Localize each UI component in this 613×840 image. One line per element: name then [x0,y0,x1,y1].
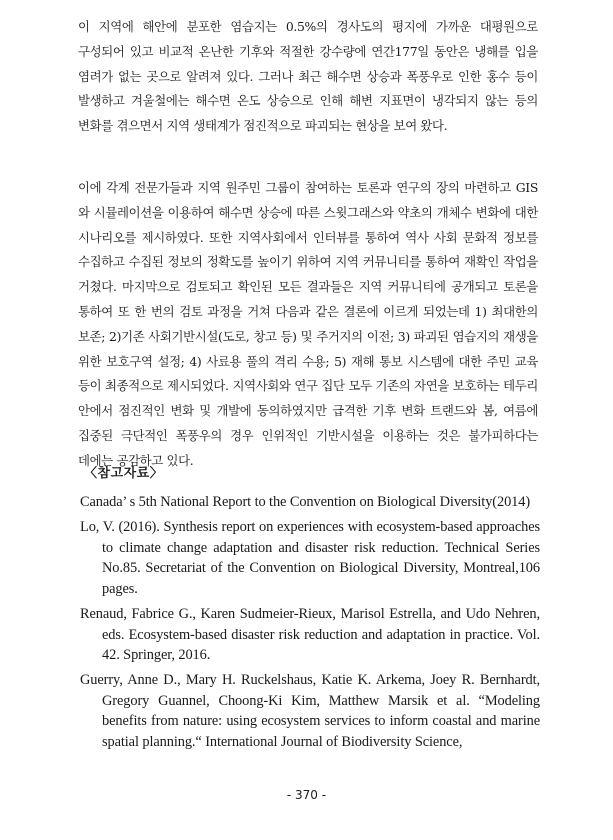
body-paragraph-1: 이 지역에 해안에 분포한 염습지는 0.5%의 경사도의 평지에 가까운 대평원으로 구성되어 있고 비교적 온난한 기후와 적절한 강수량에 연간177일 동안은 냉해를 입을 염려가 없는 곳으로 알려져 있다. 그러나 최근 해수면 상승과 폭풍우로 인한 홍수 등이 발생하고 겨울철에는 해수면 온도 상승으로 인해 해변 지표면이 냉각되지 않는 등의 변화를 겪으면서 지역 생태계가 점진적으로 파괴되는 현상을 보여 왔다. [78,19,538,134]
reference-item: Lo, V. (2016). Synthesis report on experiences with ecosystem-based approaches to climate change adaptation and disaster risk reduction. Technical Series No.85. Secretariat of the Convention on Biological Diversity, Montreal,106 pages. [80,519,540,597]
references-list [80,492,540,757]
reference-item: Canada’ s 5th National Report to the Convention on Biological Diversity(2014) [80,494,531,510]
body-paragraph-2: 이에 각계 전문가들과 지역 원주민 그룹이 참여하는 토론과 연구의 장의 마련하고 GIS 와 시뮬레이션을 이용하여 해수면 상승에 따른 스윗그래스와 약초의 개체수 변화에 대한 시나리오를 제시하였다. 또한 지역사회에서 인터뷰를 통하여 역사 사회 문화적 정보를 수집하고 수집된 정보의 정확도를 높이기 위하여 지역 커뮤니티를 통하여 재확인 작업을 거쳤다. 마지막으로 검토되고 확인된 모든 결과들은 지역 커뮤니티에 공개되고 토론을 통하여 또 한 번의 검토 과정을 거쳐 다음과 같은 결론에 이르게 되었는데 1) 최대한의 보존; 2)기존 사회기반시설(도로, 창고 등) 및 주거지의 이전; 3) 파괴된 염습지의 재생을 위한 보호구역 설정; 4) 사료용 풀의 격리 수용; 5) 재해 통보 시스템에 대한 주민 교육 등이 최종적으로 제시되었다. 지역사회와 연구 집단 모두 기존의 자연을 보호하는 테두리 안에서 점진적인 변화 및 개발에 동의하였지만 급격한 기후 변화 트랜드와 봄, 여름에 집중된 극단적인 폭풍우의 경우 인위적인 기반시설을 이용하는 것은 불가피하다는 데에는 공감하고 있다. [78,180,538,468]
reference-item: Renaud, Fabrice G., Karen Sudmeier-Rieux, Marisol Estrella, and Udo Nehren, eds. Ecosystem-based disaster risk reduction and adaptation in practice. Vol. 42. Springer, 2016. [80,605,540,664]
references-heading: 〈참고자료〉 [84,466,164,481]
reference-item: Guerry, Anne D., Mary H. Ruckelshaus, Katie K. Arkema, Joey R. Bernhardt, Gregory Guannel, Choong-Ki Kim, Matthew Marsik et al. “Modeling benefits from nature: using ecosystem services to inform coastal and marine spatial planning.“ International Journal of Biodiversity Science, [80,672,540,751]
page-number: - 370 - [286,788,327,802]
